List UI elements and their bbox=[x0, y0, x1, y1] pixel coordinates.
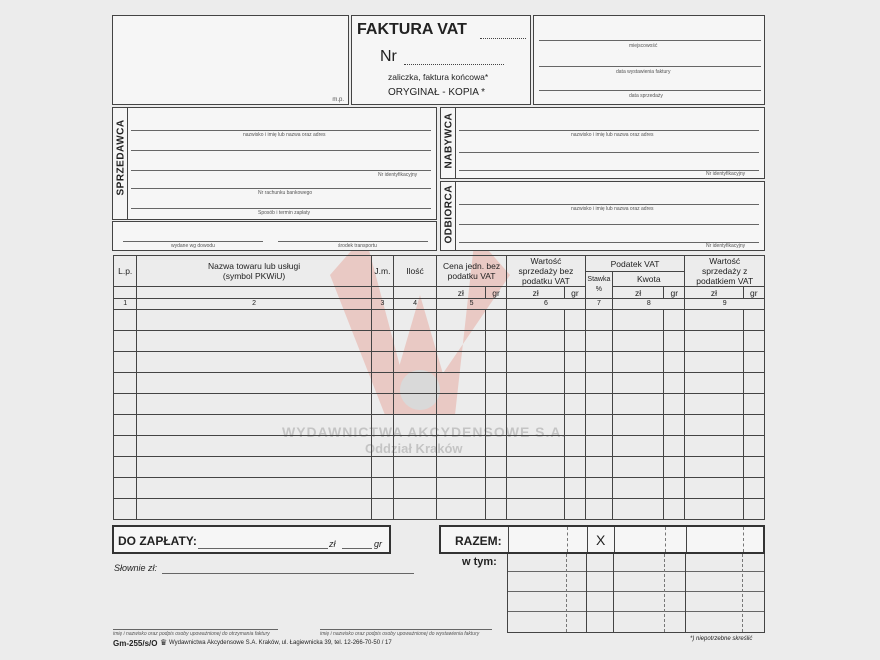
table-cell[interactable] bbox=[137, 499, 371, 520]
table-cell[interactable] bbox=[565, 457, 585, 478]
table-cell[interactable] bbox=[613, 352, 664, 373]
buyer-box bbox=[440, 107, 765, 179]
table-cell[interactable] bbox=[585, 457, 613, 478]
table-cell[interactable] bbox=[613, 415, 664, 436]
table-cell[interactable] bbox=[743, 310, 764, 331]
table-cell[interactable] bbox=[371, 331, 393, 352]
seller-name-label: nazwisko i imię lub nazwa oraz adres bbox=[243, 132, 326, 138]
net-zl: zł bbox=[507, 287, 565, 299]
table-cell[interactable] bbox=[436, 478, 485, 499]
table-cell[interactable] bbox=[565, 478, 585, 499]
col-number: 4 bbox=[394, 299, 437, 310]
table-cell[interactable] bbox=[613, 331, 664, 352]
table-cell[interactable] bbox=[436, 310, 485, 331]
price-zl: zł bbox=[436, 287, 485, 299]
table-cell[interactable] bbox=[565, 394, 585, 415]
delivery-doc-label: wydane wg dowodu bbox=[171, 243, 215, 249]
table-cell[interactable] bbox=[685, 415, 743, 436]
advance-note: zaliczka, faktura końcowa* bbox=[388, 72, 489, 82]
table-cell[interactable] bbox=[114, 352, 137, 373]
table-cell[interactable] bbox=[436, 331, 485, 352]
table-cell[interactable] bbox=[685, 373, 743, 394]
table-cell[interactable] bbox=[613, 499, 664, 520]
seller-id-label: Nr identyfikacyjny bbox=[378, 172, 418, 178]
seller-box bbox=[112, 107, 437, 220]
table-cell[interactable] bbox=[743, 331, 764, 352]
table-cell[interactable] bbox=[436, 499, 485, 520]
of-which-grid bbox=[507, 554, 765, 633]
table-cell[interactable] bbox=[371, 394, 393, 415]
of-which-label: w tym: bbox=[462, 556, 497, 568]
table-cell[interactable] bbox=[137, 394, 371, 415]
table-cell[interactable] bbox=[137, 457, 371, 478]
table-cell[interactable] bbox=[394, 331, 437, 352]
seller-label: SPRZEDAWCA bbox=[115, 119, 127, 196]
table-cell[interactable] bbox=[565, 331, 585, 352]
table-cell[interactable] bbox=[685, 478, 743, 499]
table-cell[interactable] bbox=[743, 436, 764, 457]
table-cell[interactable] bbox=[137, 310, 371, 331]
sum-x-mark: X bbox=[596, 532, 606, 548]
table-cell[interactable] bbox=[485, 478, 506, 499]
name-sub bbox=[137, 287, 371, 299]
table-row bbox=[114, 352, 765, 373]
table-cell[interactable] bbox=[394, 394, 437, 415]
items-table bbox=[113, 255, 765, 520]
table-cell[interactable] bbox=[613, 478, 664, 499]
table-cell[interactable] bbox=[685, 310, 743, 331]
sum-label: RAZEM: bbox=[455, 534, 502, 548]
table-cell[interactable] bbox=[743, 394, 764, 415]
seller-payment-label: Sposób i termin zapłaty bbox=[258, 210, 310, 216]
form-code: Gm-255/s/O bbox=[113, 639, 158, 648]
price-gr: gr bbox=[485, 287, 506, 299]
col-number: 1 bbox=[114, 299, 137, 310]
col-qty: Ilość bbox=[394, 256, 437, 287]
table-cell[interactable] bbox=[565, 436, 585, 457]
table-cell[interactable] bbox=[371, 352, 393, 373]
table-cell[interactable] bbox=[114, 478, 137, 499]
delivery-box bbox=[112, 221, 437, 251]
table-cell[interactable] bbox=[685, 499, 743, 520]
qty-sub bbox=[394, 287, 437, 299]
table-cell[interactable] bbox=[137, 373, 371, 394]
issue-date-label: data wystawienia faktury bbox=[616, 69, 671, 75]
invoice-title: FAKTURA VAT bbox=[357, 21, 467, 38]
table-cell[interactable] bbox=[613, 373, 664, 394]
table-cell[interactable] bbox=[114, 331, 137, 352]
amount-zl: zł bbox=[613, 287, 664, 299]
col-unit: J.m. bbox=[371, 256, 393, 287]
publisher-logo-icon: ♛ bbox=[160, 638, 168, 647]
unit-sub bbox=[371, 287, 393, 299]
table-cell[interactable] bbox=[137, 415, 371, 436]
recipient-id-label: Nr identyfikacyjny bbox=[706, 243, 746, 249]
col-number: 7 bbox=[585, 299, 613, 310]
gross-zl: zł bbox=[685, 287, 743, 299]
table-cell[interactable] bbox=[394, 310, 437, 331]
table-cell[interactable] bbox=[485, 457, 506, 478]
table-cell[interactable] bbox=[137, 436, 371, 457]
table-cell[interactable] bbox=[371, 457, 393, 478]
recipient-name-label: nazwisko i imię lub nazwa oraz adres bbox=[571, 206, 654, 212]
table-row bbox=[114, 478, 765, 499]
table-cell[interactable] bbox=[585, 478, 613, 499]
table-cell[interactable] bbox=[485, 373, 506, 394]
table-cell[interactable] bbox=[585, 352, 613, 373]
table-cell[interactable] bbox=[664, 394, 685, 415]
table-cell[interactable] bbox=[585, 499, 613, 520]
to-pay-box bbox=[112, 525, 391, 554]
receiver-signature-label: imię i nazwisko oraz podpis osoby upoważnionej do otrzymania faktury bbox=[113, 631, 270, 637]
table-row bbox=[114, 499, 765, 520]
table-cell[interactable] bbox=[743, 352, 764, 373]
table-cell[interactable] bbox=[114, 415, 137, 436]
table-row bbox=[114, 394, 765, 415]
table-cell[interactable] bbox=[507, 373, 565, 394]
table-cell[interactable] bbox=[436, 457, 485, 478]
table-cell[interactable] bbox=[485, 394, 506, 415]
col-number: 6 bbox=[507, 299, 585, 310]
table-cell[interactable] bbox=[507, 394, 565, 415]
table-cell[interactable] bbox=[585, 373, 613, 394]
table-cell[interactable] bbox=[371, 436, 393, 457]
table-cell[interactable] bbox=[743, 415, 764, 436]
buyer-label: NABYWCA bbox=[443, 112, 455, 169]
table-cell[interactable] bbox=[394, 478, 437, 499]
publisher-info: Wydawnictwa Akcydensowe S.A. Kraków, ul. Łagiewnicka 39, tel. 12-266-70-50 / 17 bbox=[169, 640, 392, 646]
table-cell[interactable] bbox=[664, 331, 685, 352]
buyer-name-label: nazwisko i imię lub nazwa oraz adres bbox=[571, 132, 654, 138]
table-cell[interactable] bbox=[507, 352, 565, 373]
place-date-box bbox=[533, 15, 765, 105]
table-cell[interactable] bbox=[685, 436, 743, 457]
invoice-number-label: Nr bbox=[380, 48, 397, 65]
table-cell[interactable] bbox=[394, 352, 437, 373]
table-cell[interactable] bbox=[485, 310, 506, 331]
table-cell[interactable] bbox=[485, 415, 506, 436]
table-cell[interactable] bbox=[685, 457, 743, 478]
col-gross: Wartość sprzedaży z podatkiem VAT bbox=[685, 256, 765, 287]
table-cell[interactable] bbox=[664, 310, 685, 331]
words-field[interactable] bbox=[162, 573, 414, 574]
table-cell[interactable] bbox=[685, 352, 743, 373]
table-cell[interactable] bbox=[371, 478, 393, 499]
watermark-subtext: Oddział Kraków bbox=[365, 441, 463, 456]
table-row bbox=[114, 331, 765, 352]
sale-date-label: data sprzedaży bbox=[629, 93, 663, 99]
col-net: Wartość sprzedaży bez podatku VAT bbox=[507, 256, 585, 287]
table-cell[interactable] bbox=[585, 415, 613, 436]
table-cell[interactable] bbox=[507, 331, 565, 352]
table-cell[interactable] bbox=[507, 457, 565, 478]
table-row bbox=[114, 436, 765, 457]
col-lp: L.p. bbox=[114, 256, 137, 287]
table-cell[interactable] bbox=[743, 457, 764, 478]
watermark-text: WYDAWNICTWA AKCYDENSOWE S.A. bbox=[282, 424, 567, 440]
table-cell[interactable] bbox=[613, 457, 664, 478]
table-cell[interactable] bbox=[114, 394, 137, 415]
buyer-id-label: Nr identyfikacyjny bbox=[706, 171, 746, 177]
original-copy-label: ORYGINAŁ - KOPIA * bbox=[388, 87, 486, 98]
col-vat: Podatek VAT bbox=[585, 256, 685, 272]
table-cell[interactable] bbox=[664, 457, 685, 478]
table-cell[interactable] bbox=[507, 436, 565, 457]
col-name: Nazwa towaru lub usługi (symbol PKWiU) bbox=[137, 256, 371, 287]
table-cell[interactable] bbox=[685, 394, 743, 415]
to-pay-label: DO ZAPŁATY: bbox=[118, 534, 197, 548]
table-row bbox=[114, 415, 765, 436]
table-row bbox=[114, 373, 765, 394]
table-cell[interactable] bbox=[436, 436, 485, 457]
column-numbers-row bbox=[114, 299, 765, 310]
table-cell[interactable] bbox=[565, 352, 585, 373]
table-cell[interactable] bbox=[507, 415, 565, 436]
seller-bank-label: Nr rachunku bankowego bbox=[258, 190, 313, 196]
transport-label: środek transportu bbox=[338, 243, 377, 249]
net-gr: gr bbox=[565, 287, 585, 299]
table-cell[interactable] bbox=[394, 499, 437, 520]
table-cell[interactable] bbox=[485, 331, 506, 352]
table-cell[interactable] bbox=[613, 310, 664, 331]
to-pay-zl: zł bbox=[329, 539, 336, 549]
table-cell[interactable] bbox=[371, 310, 393, 331]
col-rate: Stawka % bbox=[585, 272, 613, 299]
table-cell[interactable] bbox=[114, 499, 137, 520]
table-cell[interactable] bbox=[613, 394, 664, 415]
col-number: 5 bbox=[436, 299, 506, 310]
table-cell[interactable] bbox=[664, 499, 685, 520]
place-label: miejscowość bbox=[629, 43, 658, 49]
col-number: 9 bbox=[685, 299, 765, 310]
amount-gr: gr bbox=[664, 287, 685, 299]
table-cell[interactable] bbox=[114, 373, 137, 394]
table-cell[interactable] bbox=[436, 415, 485, 436]
table-cell[interactable] bbox=[507, 478, 565, 499]
table-cell[interactable] bbox=[114, 310, 137, 331]
table-cell[interactable] bbox=[565, 373, 585, 394]
table-row bbox=[114, 457, 765, 478]
table-cell[interactable] bbox=[613, 436, 664, 457]
col-number: 8 bbox=[613, 299, 685, 310]
table-cell[interactable] bbox=[485, 352, 506, 373]
table-cell[interactable] bbox=[485, 499, 506, 520]
table-cell[interactable] bbox=[137, 352, 371, 373]
table-cell[interactable] bbox=[485, 436, 506, 457]
table-cell[interactable] bbox=[585, 436, 613, 457]
col-number: 3 bbox=[371, 299, 393, 310]
table-cell[interactable] bbox=[565, 499, 585, 520]
table-cell[interactable] bbox=[743, 478, 764, 499]
footnote: *) niepotrzebne skreślić bbox=[690, 636, 753, 642]
table-cell[interactable] bbox=[394, 373, 437, 394]
table-cell[interactable] bbox=[743, 499, 764, 520]
invoice-title-box bbox=[351, 15, 531, 105]
table-cell[interactable] bbox=[664, 436, 685, 457]
recipient-box bbox=[440, 181, 765, 251]
col-number: 2 bbox=[137, 299, 371, 310]
table-cell[interactable] bbox=[507, 310, 565, 331]
col-price: Cena jedn. bez podatku VAT bbox=[436, 256, 506, 287]
issuer-signature-label: imię i nazwisko oraz podpis osoby upoważnionej do wystawienia faktury bbox=[320, 631, 480, 637]
lp-sub bbox=[114, 287, 137, 299]
table-cell[interactable] bbox=[436, 352, 485, 373]
table-cell[interactable] bbox=[565, 415, 585, 436]
table-cell[interactable] bbox=[585, 310, 613, 331]
to-pay-gr-field[interactable] bbox=[342, 548, 372, 549]
table-cell[interactable] bbox=[394, 436, 437, 457]
table-cell[interactable] bbox=[371, 373, 393, 394]
table-cell[interactable] bbox=[114, 457, 137, 478]
table-cell[interactable] bbox=[565, 310, 585, 331]
table-row bbox=[114, 310, 765, 331]
gross-gr: gr bbox=[743, 287, 764, 299]
table-cell[interactable] bbox=[585, 394, 613, 415]
table-cell[interactable] bbox=[137, 331, 371, 352]
table-cell[interactable] bbox=[371, 499, 393, 520]
stamp-label: m.p. bbox=[332, 97, 344, 103]
table-cell[interactable] bbox=[114, 436, 137, 457]
sum-box bbox=[439, 525, 765, 554]
table-cell[interactable] bbox=[685, 331, 743, 352]
table-cell[interactable] bbox=[507, 499, 565, 520]
stamp-box bbox=[112, 15, 349, 105]
col-amount: Kwota bbox=[613, 272, 685, 287]
table-cell[interactable] bbox=[394, 415, 437, 436]
table-cell[interactable] bbox=[664, 415, 685, 436]
table-cell[interactable] bbox=[371, 415, 393, 436]
table-cell[interactable] bbox=[743, 373, 764, 394]
recipient-label: ODBIORCA bbox=[443, 185, 455, 244]
to-pay-gr: gr bbox=[374, 539, 383, 549]
table-cell[interactable] bbox=[436, 373, 485, 394]
table-cell[interactable] bbox=[394, 457, 437, 478]
table-cell[interactable] bbox=[137, 478, 371, 499]
table-cell[interactable] bbox=[436, 394, 485, 415]
table-cell[interactable] bbox=[585, 331, 613, 352]
words-label: Słownie zł: bbox=[114, 563, 158, 573]
table-cell[interactable] bbox=[664, 373, 685, 394]
invoice-number-field[interactable] bbox=[404, 64, 504, 65]
table-cell[interactable] bbox=[664, 478, 685, 499]
table-cell[interactable] bbox=[664, 352, 685, 373]
to-pay-zl-field[interactable] bbox=[198, 548, 328, 549]
